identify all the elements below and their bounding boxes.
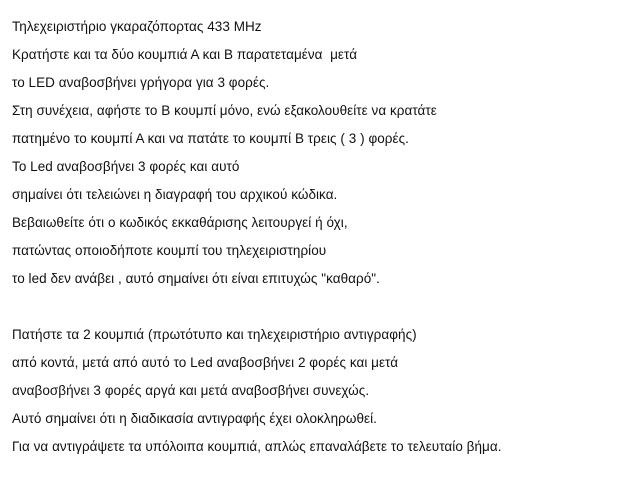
text-line: Για να αντιγράψετε τα υπόλοιπα κουμπιά, απλώς επαναλάβετε το τελευταίο βήμα. bbox=[12, 439, 502, 454]
text-line: το led δεν ανάβει , αυτό σημαίνει ότι είναι επιτυχώς "καθαρό". bbox=[12, 271, 380, 286]
text-line: Στη συνέχεια, αφήστε το Β κουμπί μόνο, ενώ εξακολουθείτε να κρατάτε bbox=[12, 103, 437, 118]
text-line: σημαίνει ότι τελειώνει η διαγραφή του αρχικού κώδικα. bbox=[12, 187, 338, 202]
paragraph-gap bbox=[12, 293, 616, 321]
document-heading: Τηλεχειριστήριο γκαραζόπορτας 433 MHz bbox=[12, 19, 262, 34]
text-line: πατώντας οποιοδήποτε κουμπί του τηλεχειριστηρίου bbox=[12, 243, 327, 258]
text-line: από κοντά, μετά από αυτό το Led αναβοσβήνει 2 φορές και μετά bbox=[12, 355, 399, 370]
text-line: Βεβαιωθείτε ότι ο κωδικός εκκαθάρισης λειτουργεί ή όχι, bbox=[12, 215, 348, 230]
text-line: Το Led αναβοσβήνει 3 φορές και αυτό bbox=[12, 159, 240, 174]
paragraph-copy-code bbox=[12, 321, 616, 461]
text-line: το LED αναβοσβήνει γρήγορα για 3 φορές. bbox=[12, 75, 270, 90]
text-line: αναβοσβήνει 3 φορές αργά και μετά αναβοσβήνει συνεχώς. bbox=[12, 383, 370, 398]
text-line: Κρατήστε και τα δύο κουμπιά Α και Β παρατεταμένα μετά bbox=[12, 47, 358, 62]
text-line: Πατήστε τα 2 κουμπιά (πρωτότυπο και τηλεχειριστήριο αντιγραφής) bbox=[12, 327, 417, 342]
text-line: Αυτό σημαίνει ότι η διαδικασία αντιγραφής έχει ολοκληρωθεί. bbox=[12, 411, 377, 426]
text-line: πατημένο το κουμπί Α και να πατάτε το κουμπί Β τρεις ( 3 ) φορές. bbox=[12, 131, 409, 146]
paragraph-clear-code bbox=[12, 13, 616, 293]
